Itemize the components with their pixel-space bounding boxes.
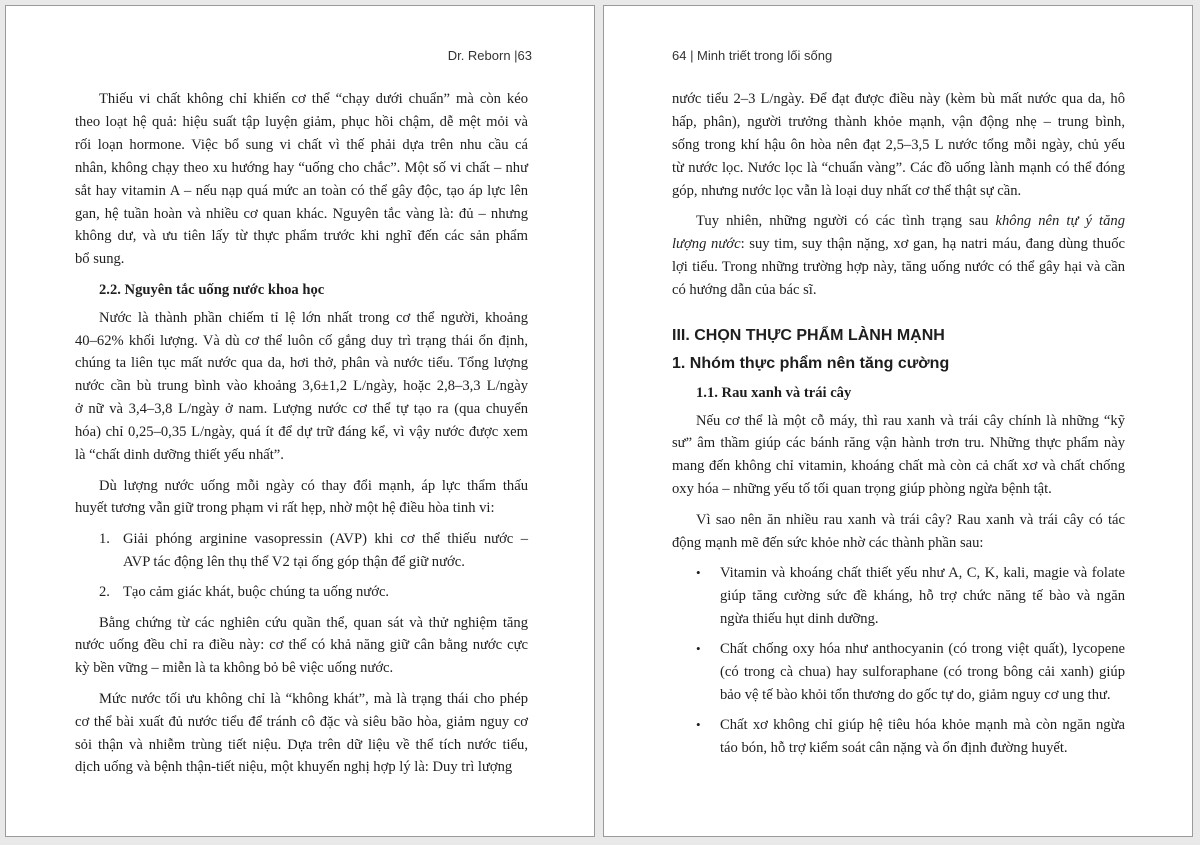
bullet-list-item — [672, 714, 1125, 760]
text-line: chúng ta liên tục mất nước qua da, hơi thở, phân và nước tiểu. Tổng lượng — [75, 355, 528, 372]
numbered-list-item — [75, 581, 528, 604]
text-line: (có trong cà chua) hay sulforaphane (có trong bông cải xanh) giúp — [720, 664, 1125, 681]
paragraph — [672, 88, 1125, 203]
text-line: kỳ bền vững – miễn là ta không bỏ bê việc uống nước. — [75, 660, 394, 677]
text-line: bổ sung. — [75, 251, 125, 268]
running-head: Dr. Reborn |63 — [447, 48, 532, 63]
text-line: là “chất dinh dưỡng thiết yếu nhất”. — [75, 447, 284, 464]
text-line: Vì sao nên ăn nhiều rau xanh và trái cây? Rau xanh và trái cây có tác — [696, 511, 1125, 528]
text-line: sư” âm thầm giúp các bánh răng vận hành trơn tru. Những thực phẩm này — [672, 435, 1125, 452]
page-body — [672, 88, 1125, 768]
text-line — [672, 233, 1125, 256]
text-line: gan, hệ tuần hoàn và nhiều cơ quan khác. Nguyên tắc vàng là: đủ – nhưng — [75, 205, 528, 222]
page-body — [75, 88, 528, 787]
text-line: rối loạn hormone. Việc bổ sung vi chất vì thế phải dựa trên nhu cầu cá — [75, 136, 528, 153]
bullet-list-item — [672, 638, 1125, 707]
running-head: 64 | Minh triết trong lối sống — [672, 48, 833, 63]
text-line — [672, 210, 1125, 233]
text-line: sỏi thận và nhiễm trùng tiết niệu. Dựa trên dữ liệu về thể tích nước tiểu, — [75, 736, 528, 753]
paragraph — [672, 509, 1125, 555]
text-segment: Tuy nhiên, những người có các tình trạng sau — [696, 213, 996, 230]
text-line: nhân, không chạy theo xu hướng hay “uống cho chắc”. Một số vi chất – như — [75, 159, 528, 176]
text-line: dịch uống và bệnh thận-tiết niệu, một khuyến nghị hợp lý là: Duy trì lượng — [75, 759, 513, 776]
text-line: từ nước lọc. Nước lọc là “chuẩn vàng”. Các đồ uống lành mạnh có thể đóng — [672, 159, 1125, 176]
text-line: táo bón, hỗ trợ kiểm soát cân nặng và ổn định đường huyết. — [720, 740, 1068, 757]
text-line: bảo vệ tế bào khỏi tổn thương do gốc tự do, giảm nguy cơ ung thư. — [720, 687, 1111, 704]
text-line: Nước là thành phần chiếm tỉ lệ lớn nhất trong cơ thể người, khoảng — [99, 309, 528, 326]
text-line: Giải phóng arginine vasopressin (AVP) khi cơ thể thiếu nước – — [123, 530, 528, 547]
text-line: ngừa thiếu hụt dinh dưỡng. — [720, 610, 879, 627]
text-line: lợi tiểu. Trong những trường hợp này, tăng uống nước có thể gây hại và cần — [672, 258, 1125, 275]
text-line: sống trong khí hậu ôn hòa nên đạt 2,5–3,5 L nước tổng mỗi ngày, chủ yếu — [672, 136, 1125, 153]
text-line: Dù lượng nước uống mỗi ngày có thay đổi mạnh, áp lực thẩm thấu — [99, 477, 528, 494]
text-line: Vitamin và khoáng chất thiết yếu như A, C, K, kali, magie và folate — [720, 565, 1125, 581]
text-line: có hướng dẫn của bác sĩ. — [672, 281, 817, 298]
bullet-icon: • — [696, 565, 701, 580]
text-line: Chất xơ không chỉ giúp hệ tiêu hóa khỏe mạnh mà còn ngăn ngừa — [720, 717, 1125, 734]
text-line: nước tiểu 2–3 L/ngày. Để đạt được điều này (kèm bù mất nước qua da, hô — [672, 91, 1125, 107]
text-line: oxy hóa – những yếu tố tối quan trọng giúp phòng ngừa bệnh tật. — [672, 481, 1052, 498]
text-line: AVP tác động lên thụ thể V2 tại ống góp thận để giữ nước. — [123, 553, 465, 570]
text-line: không dư, và ưu tiên lấy từ thực phẩm trước khi nghĩ đến các sản phẩm — [75, 228, 528, 245]
text-line: nước cần bù trung bình vào khoảng 3,6±1,2 L/ngày, hoặc 2,8–3,3 L/ngày — [75, 378, 528, 395]
text-line: mang đến không chỉ vitamin, khoáng chất mà còn cả chất xơ và chất chống — [672, 458, 1125, 475]
section-heading: 1. Nhóm thực phẩm nên tăng cường — [672, 354, 950, 372]
paragraph — [672, 410, 1125, 502]
text-line: động mạnh mẽ đến sức khỏe nhờ các thành phần sau: — [672, 534, 984, 551]
section-heading: III. CHỌN THỰC PHẨM LÀNH MẠNH — [672, 326, 945, 344]
text-line: Thiếu vi chất không chỉ khiến cơ thể “chạy dưới chuẩn” mà còn kéo — [99, 91, 528, 107]
text-line: giúp tăng cường sức đề kháng, hỗ trợ chức năng tế bào và ngăn — [720, 587, 1125, 604]
text-line: Bằng chứng từ các nghiên cứu quần thể, quan sát và thử nghiệm tăng — [99, 614, 528, 631]
text-line: Chất chống oxy hóa như anthocyanin (có trong việt quất), lycopene — [720, 641, 1125, 658]
subheading: 1.1. Rau xanh và trái cây — [696, 384, 852, 401]
bullet-icon: • — [696, 717, 701, 733]
text-line: cơ thể bài xuất đủ nước tiểu để tránh cô đặc và siêu bão hòa, giảm nguy cơ — [75, 713, 528, 730]
text-line: Tạo cảm giác khát, buộc chúng ta uống nước. — [123, 584, 390, 601]
page-right — [603, 5, 1193, 837]
text-line: hóa) chỉ 0,25–0,35 L/ngày, quá ít để dự trữ đáng kể, vì vậy nước được xem — [75, 424, 528, 441]
paragraph — [75, 88, 528, 271]
paragraph — [75, 307, 528, 467]
bullet-list-item — [672, 562, 1125, 631]
italic-text: không nên tự ý tăng — [995, 213, 1125, 230]
text-line: hấp, phân), người trưởng thành khỏe mạnh, vận động nhẹ – trung bình, — [672, 113, 1125, 130]
text-line: theo loạt hệ quả: hiệu suất tập luyện giảm, phục hồi chậm, dễ mệt mỏi và — [75, 113, 528, 130]
paragraph — [75, 688, 528, 780]
text-line: huyết tương vẫn giữ trong phạm vi rất hẹp, nhờ một hệ điều hòa tinh vi: — [75, 500, 495, 517]
paragraph — [75, 612, 528, 681]
paragraph — [672, 210, 1125, 302]
text-line: Mức nước tối ưu không chỉ là “không khát”, mà là trạng thái cho phép — [99, 690, 528, 707]
text-line: 40–62% khối lượng. Và dù cơ thể luôn cố gắng duy trì trạng thái ổn định, — [75, 332, 528, 349]
list-number: 1. — [99, 530, 110, 547]
text-segment: : suy tim, suy thận nặng, xơ gan, hạ natri máu, đang dùng thuốc — [740, 235, 1125, 252]
list-number: 2. — [99, 584, 110, 601]
text-line: ở nữ và 3,4–3,8 L/ngày ở nam. Lượng nước cơ thể tự tạo ra (qua chuyển — [75, 401, 528, 418]
text-line: sắt hay vitamin A – nếu nạp quá mức an toàn có thể gây độc, tạo áp lực lên — [75, 182, 528, 199]
paragraph — [75, 475, 528, 521]
italic-text: lượng nước — [672, 235, 741, 252]
page-left — [5, 5, 595, 837]
text-line: Nếu cơ thể là một cỗ máy, thì rau xanh và trái cây chính là những “kỹ — [696, 412, 1125, 429]
text-line: nước uống đều chỉ ra điều này: cơ thể có khả năng giữ cân bằng nước cực — [75, 637, 528, 654]
numbered-list-item — [75, 528, 528, 574]
text-line: góp, nhưng nước lọc vẫn là loại duy nhất cơ thể thật sự cần. — [672, 182, 1022, 199]
bullet-icon: • — [696, 641, 701, 657]
subheading: 2.2. Nguyên tắc uống nước khoa học — [99, 281, 325, 298]
